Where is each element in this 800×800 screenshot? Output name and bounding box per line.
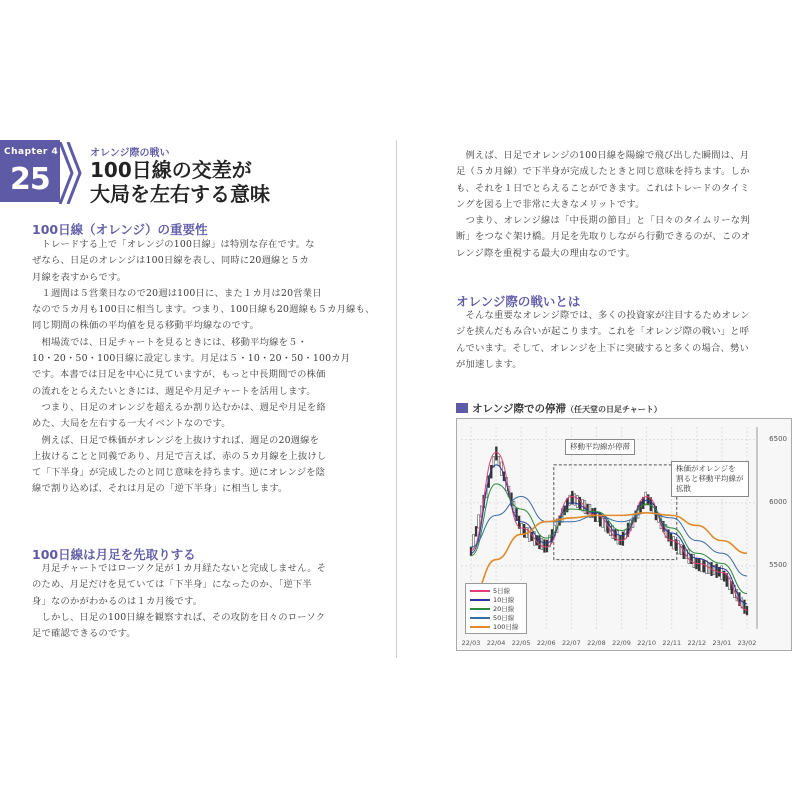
x-tick-label: 23/02	[737, 639, 757, 647]
candle	[693, 555, 695, 568]
candle	[576, 495, 578, 507]
section3-heading: オレンジ際の戦いとは	[456, 294, 581, 309]
section1-line: の流れをとらえたいときには、週足や月足チャートを活用します。	[32, 385, 316, 397]
annotation-line-2: 割ると移動平均線が	[676, 474, 744, 483]
candle	[541, 539, 543, 550]
section2-body	[32, 561, 377, 642]
x-tick-label: 23/01	[712, 639, 732, 647]
intro-line: ングを図る上で非常に大きなメリットです。	[456, 198, 645, 210]
section3-line: ジを挟んだもみ合いが起こります。これを「オレンジ際の戦い」と呼	[456, 326, 750, 338]
figure-title: オレンジ際での停滞	[472, 403, 566, 415]
candle	[673, 537, 675, 550]
candle	[698, 558, 700, 571]
legend-swatch	[470, 617, 490, 619]
section1-line: 上抜けることと同義であり、月足で言えば、赤の５カ月線を上抜けし	[32, 450, 327, 462]
title-line-2: 大局を左右する意味	[90, 182, 270, 206]
x-tick-label: 22/06	[536, 639, 556, 647]
section2-heading: 100日線は月足を先取りする	[32, 547, 196, 562]
chart-legend	[465, 583, 527, 634]
x-tick-label: 22/04	[486, 639, 506, 647]
candle	[546, 540, 548, 552]
section3-line: が加速します。	[456, 358, 522, 370]
section1-line: １週間は５営業日なので20週は100日に、また１カ月は20営業日	[32, 287, 322, 299]
candle	[544, 540, 546, 553]
candle	[701, 559, 703, 571]
candle	[521, 523, 523, 534]
section1-heading: 100日線（オレンジ）の重要性	[32, 222, 208, 237]
intro-body	[456, 148, 796, 262]
stock-chart	[456, 418, 792, 651]
y-tick-label: 5500	[769, 560, 787, 569]
candle	[744, 600, 746, 614]
x-tick-label: 22/03	[461, 639, 481, 647]
legend-entry	[470, 595, 522, 604]
candle	[645, 492, 647, 505]
annotation-ma-stall: 移動平均線が停滞	[565, 439, 635, 455]
section3-line: んでいます。そして、オレンジを上下に突破すると多くの場合、勢い	[456, 342, 750, 354]
section1-line: めた、大局を左右する一大イベントなのです。	[32, 418, 231, 430]
title-line-1: 100日線の交差が	[90, 158, 252, 182]
annotation-line-1: 株価がオレンジを	[676, 464, 736, 473]
intro-line: 断」をつなぐ架け橋。月足を先取りしながら行動できるのが、このオ	[456, 231, 751, 243]
section1-line: 月線を表すからです。	[32, 271, 127, 283]
candle	[475, 526, 477, 536]
candle	[538, 536, 540, 549]
x-tick-label: 22/11	[662, 639, 682, 647]
section2-line: 足で確認できるのです。	[32, 628, 136, 640]
candle	[495, 447, 497, 460]
intro-line: 例えば、日足でオレンジの100日線を陽線で飛び出した瞬間は、月	[456, 150, 750, 161]
x-tick-label: 22/05	[511, 639, 531, 647]
candle	[622, 532, 624, 546]
candle	[523, 524, 525, 537]
section2-line: 月足チャートではローソク足が１カ月経たないと完成しません。そ	[32, 563, 327, 574]
x-tick-label: 22/12	[687, 639, 707, 647]
annotation-divergence	[671, 461, 749, 497]
section1-body	[32, 237, 377, 498]
chapter-badge	[0, 140, 60, 202]
x-tick-label: 22/08	[587, 639, 606, 647]
section1-line: ぜなら、日足のオレンジは100日線を表し、同時に20週線と５カ	[32, 255, 310, 267]
figure-subtitle: （任天堂の日足チャート）	[565, 405, 662, 414]
candle	[612, 526, 614, 539]
candle	[528, 528, 530, 542]
chevron-decoration-icon	[58, 142, 88, 204]
page-title	[90, 158, 270, 206]
section1-line: なので５カ月も100日に相当します。つまり、100日線も20週線も５カ月線も、	[32, 304, 375, 316]
section1-line: つまり、日足のオレンジを超えるか割り込むかは、週足や月足を絡	[32, 401, 326, 413]
section1-line: 相場流では、日足チャートを見るときには、移動平均線を５・	[32, 336, 308, 348]
section3-line: そんな重要なオレンジ際では、多くの投資家が注目するためオレン	[456, 310, 750, 321]
y-tick-label: 6000	[769, 497, 787, 506]
stall-region-box	[554, 465, 677, 560]
chapter-number: 25	[10, 162, 50, 197]
legend-entry	[470, 622, 522, 631]
section1-line: 線で割り込めば、それは月足の「逆下半身」に相当します。	[32, 483, 288, 495]
section1-line: 同じ期間の株価の平均値を見る移動平均線なのです。	[32, 320, 260, 332]
y-tick-label: 6500	[769, 434, 787, 443]
legend-label: 20日線	[493, 605, 515, 613]
candle	[617, 531, 619, 544]
legend-label: 100日線	[493, 623, 519, 631]
section-kicker: オレンジ際の戦い	[90, 148, 170, 159]
chapter-label: Chapter 4	[4, 147, 59, 157]
annotation-line-3: 拡散	[676, 484, 691, 493]
legend-entry	[470, 586, 522, 595]
x-tick-label: 22/10	[637, 639, 656, 647]
intro-line: 足（５カ月線）で下半身が完成したときと同じ意味を持ちます。しか	[456, 166, 750, 178]
legend-swatch	[470, 626, 490, 628]
candle	[571, 491, 573, 504]
section1-line: トレードする上で「オレンジの100日線」は特別な存在です。な	[32, 239, 315, 250]
candle	[670, 534, 672, 546]
section1-line: です。本書では日足を中心に見ていますが、もっと中長期間での株価	[32, 369, 326, 381]
section1-line: て「下半身」が完成したのと同じ意味を持ちます。逆にオレンジを陰	[32, 467, 326, 479]
candle	[587, 504, 589, 514]
legend-label: 5日線	[493, 587, 511, 595]
section2-line: 身」なのかがわかるのは１カ月後です。	[32, 595, 203, 607]
x-tick-label: 22/07	[561, 639, 581, 647]
x-tick-label: 22/09	[612, 639, 631, 647]
legend-label: 10日線	[493, 596, 515, 604]
legend-entry	[470, 613, 522, 622]
page-gutter	[396, 140, 397, 658]
section3-body	[456, 308, 796, 373]
legend-label: 50日線	[493, 614, 515, 622]
candle	[706, 561, 708, 574]
intro-line: も、それを１日でとらえることができます。これはトレードのタイミ	[456, 182, 750, 194]
section2-line: しかし、日足の100日線を観察すれば、その攻防を日々のローソク	[32, 611, 326, 623]
intro-line: つまり、オレンジ線は「中長期の節目」と「日々のタイムリーな判	[456, 215, 750, 227]
legend-entry	[470, 604, 522, 613]
intro-line: レンジ際を重視する最大の理由なのです。	[456, 247, 636, 259]
legend-swatch	[470, 590, 490, 592]
candle	[597, 512, 599, 521]
candle	[478, 515, 480, 528]
section1-line: 10・20・50・100日線に設定します。月足は５・10・20・50・100カ月	[32, 353, 351, 365]
candle	[703, 560, 705, 572]
section1-line: 例えば、日足で株価がオレンジを上抜けすれば、週足の20週線を	[32, 434, 320, 446]
legend-swatch	[470, 599, 490, 601]
legend-swatch	[470, 608, 490, 610]
section2-line: のため、月足だけを見ていては「下半身」になったのか、「逆下半	[32, 579, 312, 591]
caption-marker-icon	[456, 403, 468, 413]
candle	[498, 456, 500, 465]
candle	[579, 497, 581, 509]
